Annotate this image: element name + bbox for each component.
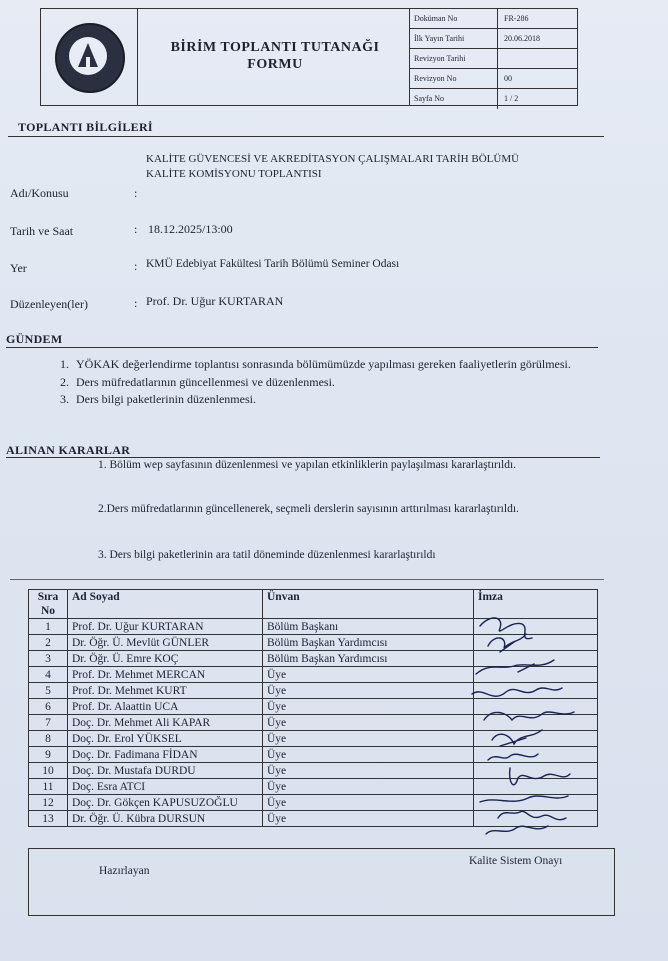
row-name: Doç. Dr. Erol YÜKSEL bbox=[68, 731, 263, 747]
meta-row bbox=[410, 29, 578, 49]
row-no: 11 bbox=[29, 779, 68, 795]
subject-line1: KALİTE GÜVENCESİ VE AKREDİTASYON ÇALIŞMALARI TARİH BÖLÜMÜ bbox=[146, 153, 520, 165]
row-no: 6 bbox=[29, 699, 68, 715]
row-name: Doç. Dr. Mehmet Ali KAPAR bbox=[68, 715, 263, 731]
title-line2: FORMU bbox=[247, 57, 303, 72]
agenda-heading: GÜNDEM bbox=[6, 332, 63, 346]
row-title: Üye bbox=[263, 699, 474, 715]
row-title: Üye bbox=[263, 731, 474, 747]
document-meta bbox=[409, 9, 578, 105]
logo-cell bbox=[41, 9, 138, 105]
form-header bbox=[40, 8, 578, 106]
organizer-value: Prof. Dr. Uğur KURTARAN bbox=[146, 294, 284, 308]
logo-emblem bbox=[69, 37, 107, 75]
section-rule bbox=[6, 347, 598, 348]
meeting-info-heading: TOPLANTI BİLGİLERİ bbox=[18, 120, 153, 134]
agenda-item: 1. YÖKAK değerlendirme toplantısı sonrasında bölümümüzde yapılması gereken faaliyetlerin görülmesi. bbox=[72, 356, 608, 374]
subject-label: Adı/Konusu bbox=[10, 186, 69, 200]
meta-row bbox=[410, 49, 578, 69]
approval-label: Kalite Sistem Onayı bbox=[469, 855, 563, 867]
subject-line2: KALİTE KOMİSYONU TOPLANTISI bbox=[146, 168, 322, 180]
row-name: Dr. Öğr. Ü. Mevlüt GÜNLER bbox=[68, 635, 263, 651]
organizer-label: Düzenleyen(ler) bbox=[10, 297, 88, 311]
meta-key: Sayfa No bbox=[410, 89, 498, 109]
row-no: 12 bbox=[29, 795, 68, 811]
section-rule bbox=[10, 579, 604, 580]
row-title: Üye bbox=[263, 779, 474, 795]
row-no: 7 bbox=[29, 715, 68, 731]
row-name: Prof. Dr. Uğur KURTARAN bbox=[68, 619, 263, 635]
row-no: 2 bbox=[29, 635, 68, 651]
subject-colon: : bbox=[134, 186, 138, 200]
meta-row bbox=[410, 69, 578, 89]
row-title: Üye bbox=[263, 715, 474, 731]
meta-key: Revizyon Tarihi bbox=[410, 49, 498, 68]
university-logo bbox=[55, 23, 125, 93]
date-colon: : bbox=[134, 222, 138, 236]
row-no: 9 bbox=[29, 747, 68, 763]
row-title: Üye bbox=[263, 747, 474, 763]
meta-value: 20.06.2018 bbox=[504, 34, 540, 43]
organizer-colon: : bbox=[134, 296, 138, 310]
col-header-title: Ünvan bbox=[263, 590, 474, 619]
title-line1: BİRİM TOPLANTI TUTANAĞI bbox=[170, 40, 380, 55]
row-name: Doç. Dr. Mustafa DURDU bbox=[68, 763, 263, 779]
row-no: 8 bbox=[29, 731, 68, 747]
col-header-name: Ad Soyad bbox=[68, 590, 263, 619]
row-name: Doç. Dr. Gökçen KAPUSUZOĞLU bbox=[68, 795, 263, 811]
date-label: Tarih ve Saat bbox=[10, 224, 74, 238]
row-name: Prof. Dr. Mehmet KURT bbox=[68, 683, 263, 699]
row-no: 1 bbox=[29, 619, 68, 635]
meta-value: FR-286 bbox=[504, 14, 529, 23]
row-title: Bölüm Başkanı bbox=[263, 619, 474, 635]
agenda-list bbox=[48, 356, 608, 409]
row-no: 4 bbox=[29, 667, 68, 683]
row-no: 13 bbox=[29, 811, 68, 827]
agenda-item: 2. Ders müfredatlarının güncellenmesi ve düzenlenmesi. bbox=[72, 374, 608, 392]
section-rule bbox=[8, 136, 604, 137]
row-no: 3 bbox=[29, 651, 68, 667]
row-no: 5 bbox=[29, 683, 68, 699]
meta-row bbox=[410, 89, 578, 109]
row-name: Doç. Dr. Fadimana FİDAN bbox=[68, 747, 263, 763]
decision-item: 1. Bölüm wep sayfasının düzenlenmesi ve yapılan etkinliklerin paylaşılması kararlaştırıldı. bbox=[98, 459, 517, 471]
row-name: Dr. Öğr. Ü. Emre KOÇ bbox=[68, 651, 263, 667]
subject-value bbox=[146, 152, 519, 182]
row-name: Doç. Esra ATCI bbox=[68, 779, 263, 795]
row-name: Dr. Öğr. Ü. Kübra DURSUN bbox=[68, 811, 263, 827]
meta-value: 00 bbox=[504, 74, 512, 83]
col-header-no: Sıra No bbox=[29, 590, 68, 619]
place-value: KMÜ Edebiyat Fakültesi Tarih Bölümü Seminer Odası bbox=[146, 258, 400, 270]
row-title: Üye bbox=[263, 811, 474, 827]
meta-key: İlk Yayın Tarihi bbox=[410, 29, 498, 48]
col-header-signature: İmza bbox=[474, 590, 598, 619]
prepared-label: Hazırlayan bbox=[99, 865, 150, 877]
decisions-heading: ALINAN KARARLAR bbox=[6, 443, 131, 457]
row-name: Prof. Dr. Alaattin UCA bbox=[68, 699, 263, 715]
meta-key: Revizyon No bbox=[410, 69, 498, 88]
row-title: Üye bbox=[263, 795, 474, 811]
row-name: Prof. Dr. Mehmet MERCAN bbox=[68, 667, 263, 683]
meta-value bbox=[498, 49, 578, 68]
row-no: 10 bbox=[29, 763, 68, 779]
row-title: Bölüm Başkan Yardımcısı bbox=[263, 651, 474, 667]
decision-item: 2.Ders müfredatlarının güncellenerek, seçmeli derslerin sayısının arttırılması kararlaştırıldı. bbox=[98, 503, 519, 515]
row-title: Bölüm Başkan Yardımcısı bbox=[263, 635, 474, 651]
handwritten-signatures bbox=[470, 612, 595, 842]
agenda-item: 3. Ders bilgi paketlerinin düzenlenmesi. bbox=[72, 391, 608, 409]
meta-key: Doküman No bbox=[410, 9, 498, 28]
meta-value: 1 / 2 bbox=[504, 94, 519, 103]
place-colon: : bbox=[134, 259, 138, 273]
place-label: Yer bbox=[10, 261, 27, 275]
row-title: Üye bbox=[263, 667, 474, 683]
row-title: Üye bbox=[263, 763, 474, 779]
approval-box bbox=[28, 848, 615, 916]
decision-item: 3. Ders bilgi paketlerinin ara tatil döneminde düzenlenmesi kararlaştırıldı bbox=[98, 549, 436, 561]
row-title: Üye bbox=[263, 683, 474, 699]
meta-row bbox=[410, 9, 578, 29]
form-title bbox=[141, 39, 409, 73]
date-value: 18.12.2025/13:00 bbox=[148, 222, 233, 236]
